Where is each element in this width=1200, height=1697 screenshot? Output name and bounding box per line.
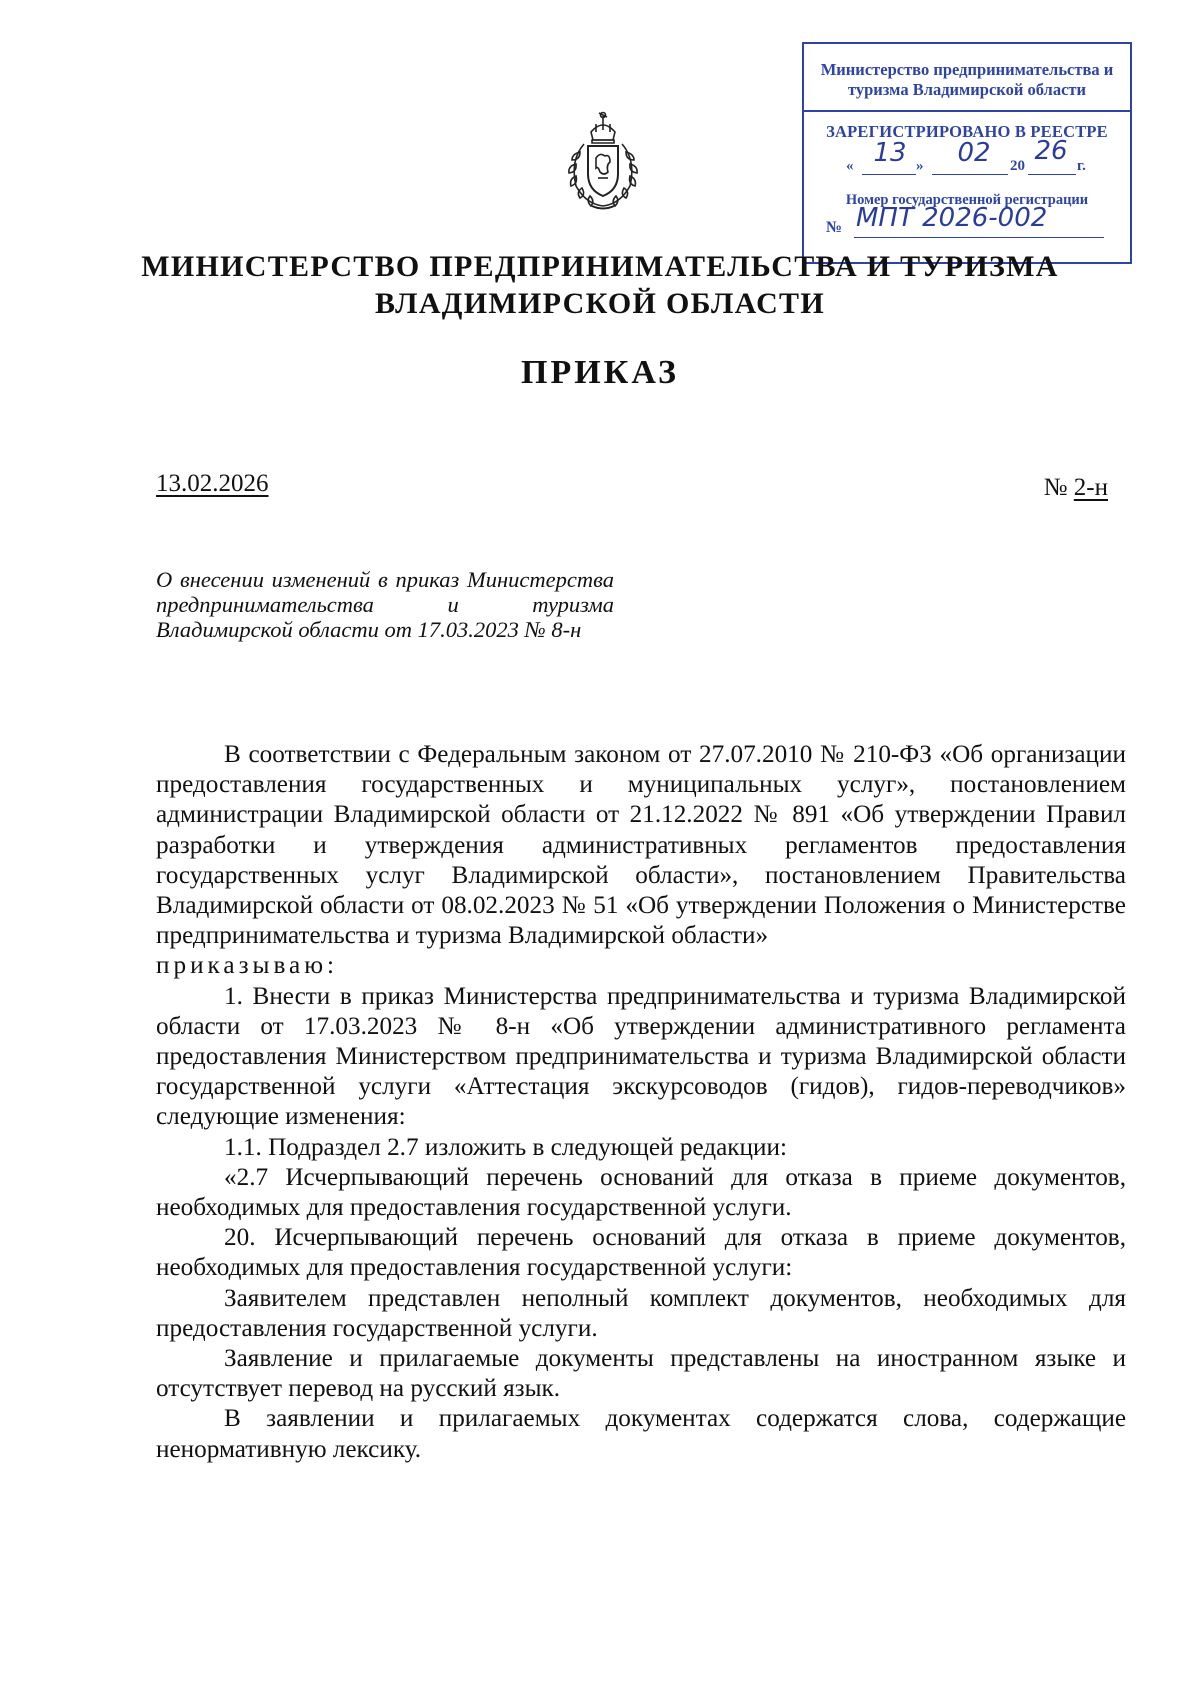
paragraph-20: 20. Исчерпывающий перечень оснований для отказа в приеме документов, необходимых для предоставления государственной услуги: xyxy=(156,1224,1126,1282)
stamp-reg-number xyxy=(804,203,1130,239)
stamp-registered-label: ЗАРЕГИСТРИРОВАНО В РЕЕСТРЕ xyxy=(826,122,1108,141)
ministry-title xyxy=(110,248,1090,322)
stamp-reg-number-handwritten: МПТ 2026-002 xyxy=(856,203,1048,233)
paragraph-1-1: 1.1. Подраздел 2.7 изложить в следующей редакции: xyxy=(224,1133,787,1161)
stamp-month-handwritten: 02 xyxy=(957,138,991,168)
refusal-reason-1: Заявителем представлен неполный комплект документов, необходимых для предоставления государственной услуги. xyxy=(156,1284,1126,1342)
stamp-quote-open: « xyxy=(846,158,854,174)
refusal-reason-2: Заявление и прилагаемые документы представлены на иностранном языке и отсутствует перевод на русский язык. xyxy=(156,1345,1126,1403)
paragraph-2-7: «2.7 Исчерпывающий перечень оснований для отказа в приеме документов, необходимых для предоставления государственной услуги. xyxy=(156,1163,1126,1222)
ministry-title-line1: МИНИСТЕРСТВО ПРЕДПРИНИМАТЕЛЬСТВА И ТУРИЗМА xyxy=(141,250,1059,283)
stamp-quote-close: » xyxy=(916,158,924,174)
document-number xyxy=(1044,474,1108,502)
stamp-year-handwritten: 26 xyxy=(1034,136,1068,166)
document-subject: О внесении изменений в приказ Министерства предпринимательства и туризма Владимирской области от 17.03.2023 № 8-н xyxy=(156,567,614,642)
preamble-paragraph: В соответствии с Федеральным законом от 27.07.2010 № 210-ФЗ «Об организации предоставления государственных и муниципальных услуг», постановлением администрации Владимирской области от 21.12.2022 № 891 «Об утверждении Правил разработки и утверждения административных регламентов предоставления государственных услуг Владимирской области», постановлением Правительства Владимирской области от 08.02.2023 № 51 «Об утверждении Положения о Министерстве предпринимательства и туризма Владимирской области» xyxy=(156,741,1126,950)
paragraph-1: 1. Внести в приказ Министерства предпринимательства и туризма Владимирской области от 17.03.2023 № 8-н «Об утверждении административного регламента предоставления Министерством предпринимательства и туризма Владимирской области государственной услуги «Аттестация экскурсоводов (гидов), гидов-переводчиков» следующие изменения: xyxy=(156,982,1126,1131)
stamp-day-handwritten: 13 xyxy=(873,138,907,168)
registration-stamp xyxy=(802,42,1132,264)
order-word: приказываю: xyxy=(156,952,339,980)
ministry-title-line2: ВЛАДИМИРСКОЙ ОБЛАСТИ xyxy=(375,287,825,320)
stamp-date xyxy=(804,136,1130,174)
document-body xyxy=(156,740,1126,1465)
coat-of-arms-emblem xyxy=(558,110,648,212)
document-type: ПРИКАЗ xyxy=(521,354,679,391)
document-date: 13.02.2026 xyxy=(156,470,269,497)
stamp-year-suffix: г. xyxy=(1077,158,1086,174)
refusal-reason-3: В заявлении и прилагаемых документах содержатся слова, содержащие ненормативную лексику. xyxy=(156,1405,1126,1463)
stamp-reg-number-label: Номер государственной регистрации xyxy=(845,192,1089,208)
stamp-organization: Министерство предпринимательства и туризма Владимирской области xyxy=(804,44,1130,112)
stamp-year-prefix: 20 xyxy=(1010,158,1025,174)
document-number-prefix: № xyxy=(1043,474,1068,501)
document-number-value: 2-н xyxy=(1073,474,1108,501)
stamp-number-sign: № xyxy=(826,219,843,236)
